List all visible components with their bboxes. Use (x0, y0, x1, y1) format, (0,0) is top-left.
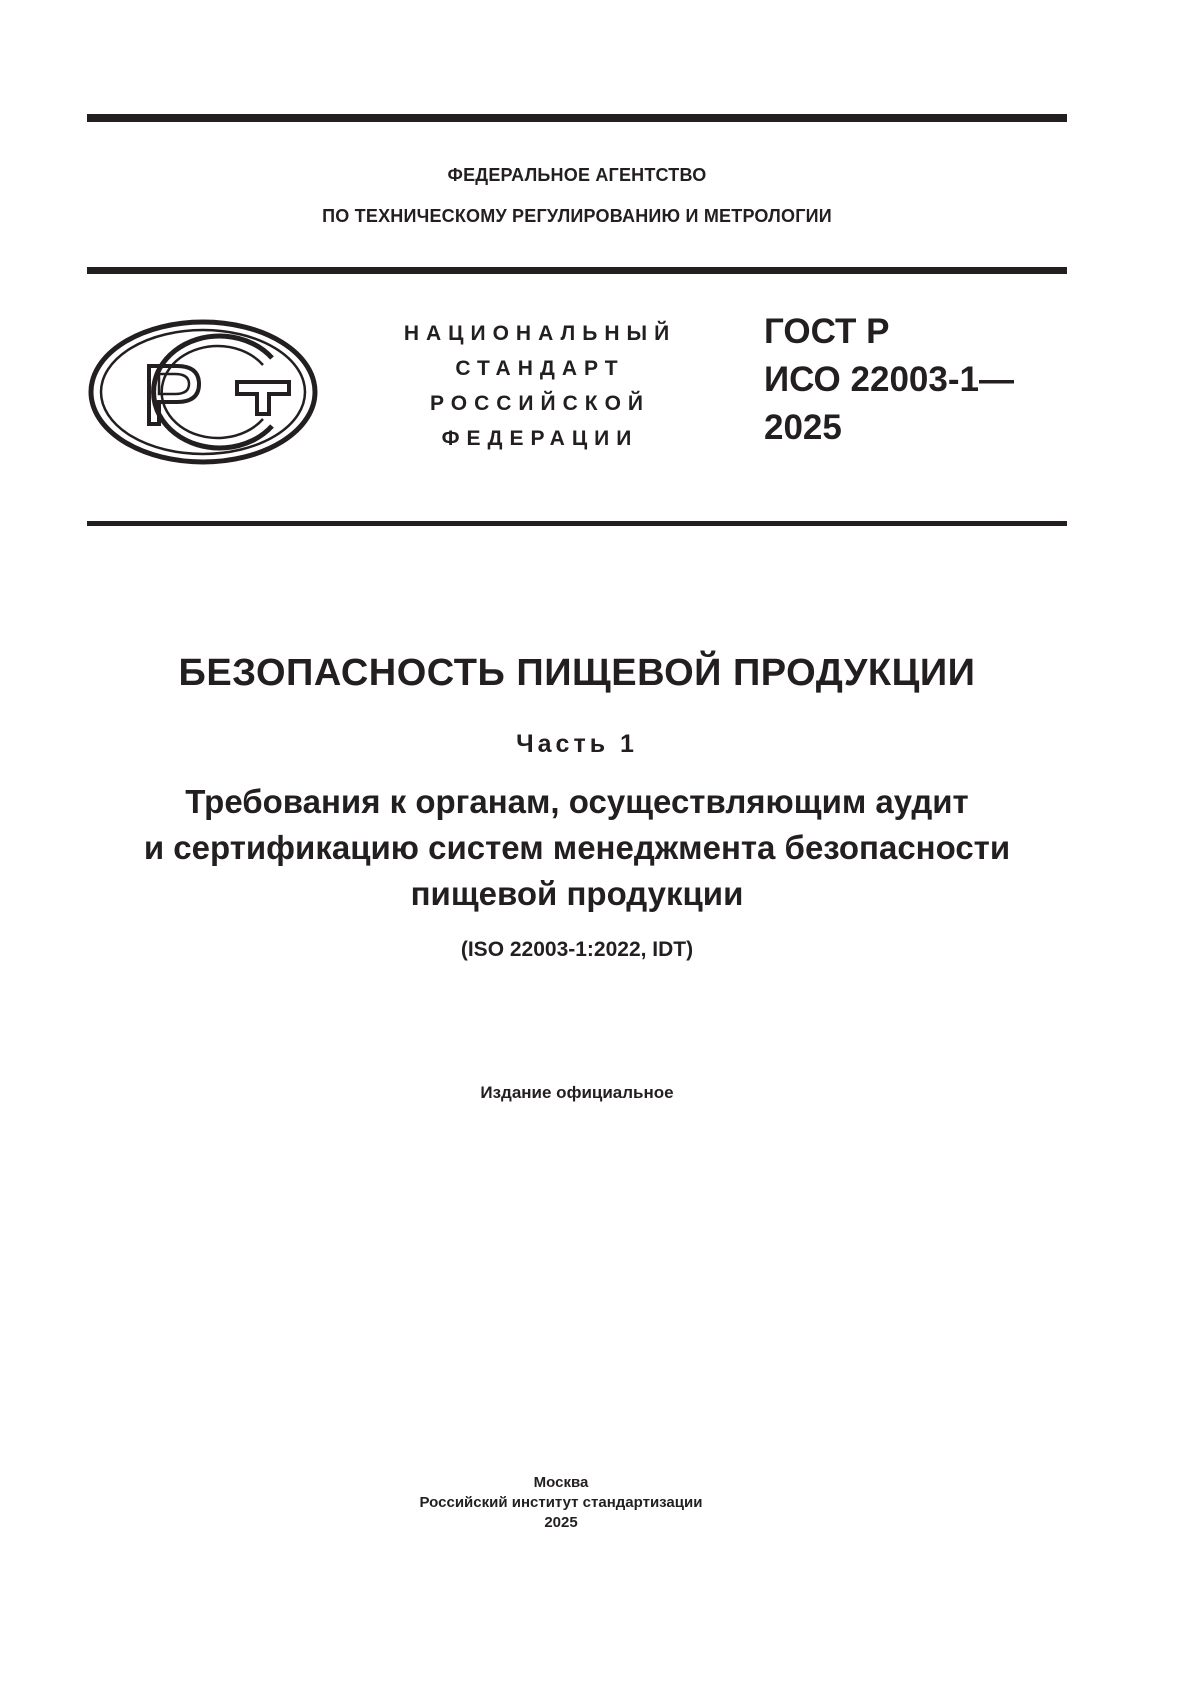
national-standard-line1: НАЦИОНАЛЬНЫЙ (403, 322, 677, 345)
subtitle-line1: Требования к органам, осуществляющим аудит (185, 783, 969, 820)
document-title: БЕЗОПАСНОСТЬ ПИЩЕВОЙ ПРОДУКЦИИ (178, 652, 976, 694)
subtitle-line2: и сертификацию систем менеджмента безопасности (143, 829, 1011, 866)
designation-line1: ГОСТ Р (764, 312, 890, 351)
edition-note: Издание официальное (480, 1083, 674, 1102)
imprint-publisher: Российский институт стандартизации (419, 1494, 703, 1511)
document-part: Часть 1 (516, 730, 638, 758)
imprint-year: 2025 (544, 1514, 578, 1531)
title-block-rule (87, 521, 1067, 526)
top-rule (87, 114, 1067, 122)
document-subtitle (0, 779, 1154, 917)
national-standard-line2: СТАНДАРТ (455, 357, 625, 380)
agency-name-line2: ПО ТЕХНИЧЕСКОМУ РЕГУЛИРОВАНИЮ И МЕТРОЛОГИИ (322, 206, 832, 226)
agency-name-line1: ФЕДЕРАЛЬНОЕ АГЕНТСТВО (447, 165, 707, 185)
subtitle-line3: пищевой продукции (410, 875, 744, 912)
national-standard-line4: ФЕДЕРАЦИИ (441, 427, 639, 450)
rst-emblem-icon (87, 318, 319, 466)
imprint (0, 1473, 1122, 1533)
designation-line3: 2025 (764, 408, 842, 447)
standard-designation (764, 308, 1084, 452)
header-rule (87, 267, 1067, 274)
national-standard-label (380, 316, 700, 456)
imprint-city: Москва (533, 1474, 589, 1491)
national-standard-line3: РОССИЙСКОЙ (430, 392, 650, 415)
iso-reference: (ISO 22003-1:2022, IDT) (460, 938, 694, 961)
designation-line2: ИСО 22003-1— (764, 360, 1014, 399)
